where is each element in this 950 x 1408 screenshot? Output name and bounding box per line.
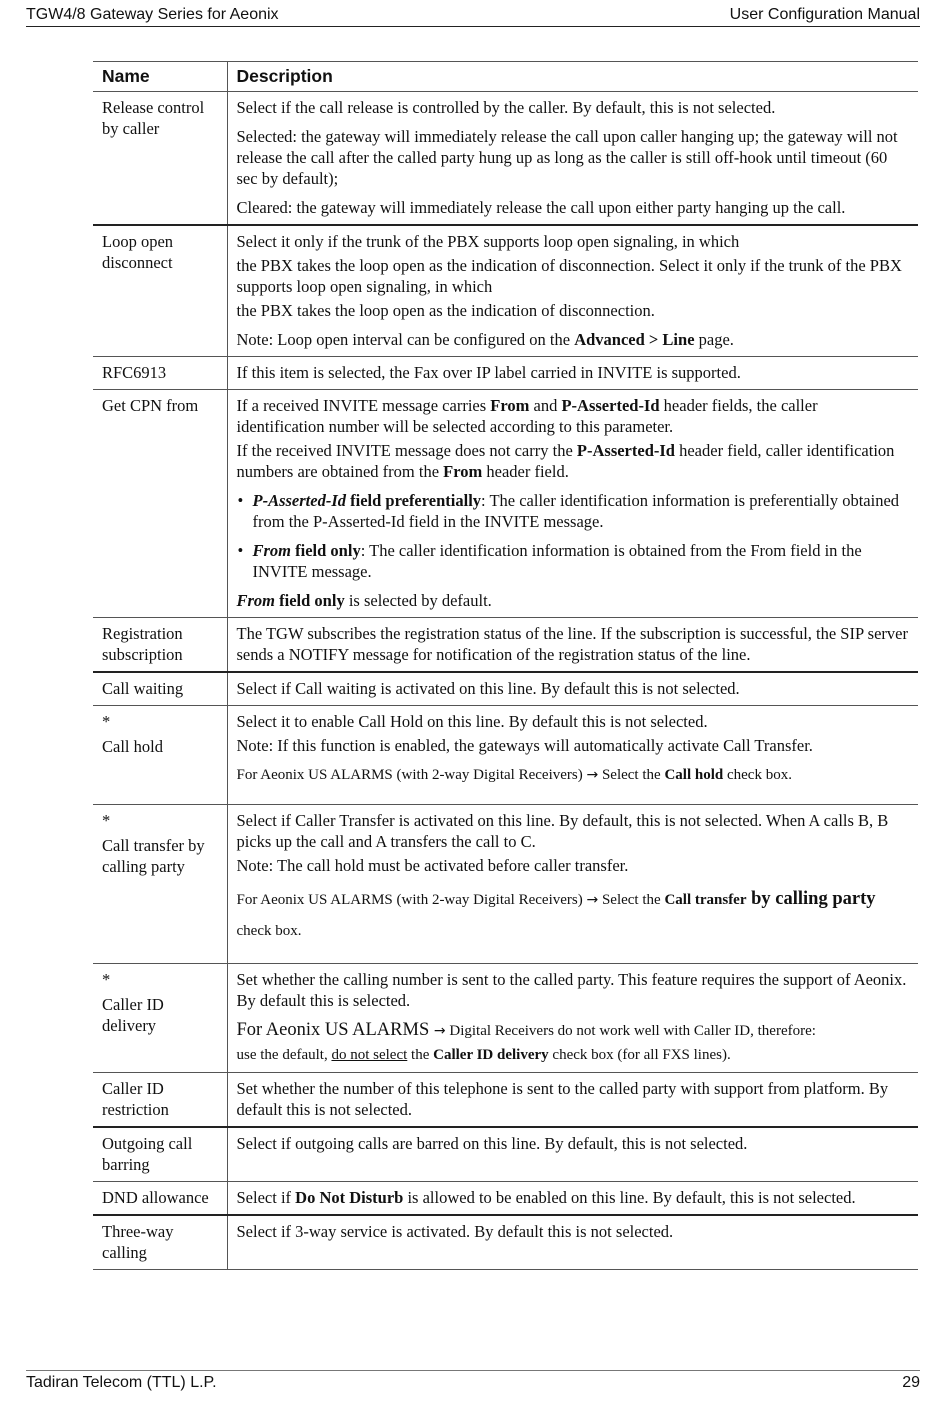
row-star: * [102, 811, 111, 830]
column-header-description: Description [227, 62, 918, 92]
footer-company: Tadiran Telecom (TTL) L.P. [26, 1374, 217, 1391]
parameter-table [93, 61, 918, 1270]
header-manual-title: User Configuration Manual [729, 6, 920, 23]
row-description: If this item is selected, the Fax over IP label carried in INVITE is supported. [227, 357, 918, 390]
arrow-right-icon: → [586, 767, 599, 783]
row-description: Select if 3-way service is activated. By default this is not selected. [227, 1215, 918, 1270]
row-name: Get CPN from [93, 390, 227, 618]
row-name: Registration subscription [93, 618, 227, 673]
table-row-call-waiting [93, 672, 918, 706]
row-name: * Call transfer by calling party [93, 805, 227, 964]
page-header [26, 6, 920, 27]
row-description: Select if Call waiting is activated on this line. By default this is not selected. [227, 672, 918, 706]
list-item: • From field only: The caller identification information is obtained from the From field in the INVITE message. [237, 541, 862, 581]
row-name: RFC6913 [93, 357, 227, 390]
page-footer [26, 1370, 920, 1392]
row-description: Select if outgoing calls are barred on this line. By default, this is not selected. [227, 1127, 918, 1182]
table-header-row [93, 62, 918, 92]
row-description: Set whether the calling number is sent to the called party. This feature requires the support of Aeonix. By default this is selected. For Aeonix US ALARMS → Digital Receivers do not work well with Caller ID, therefore: use the default, do not select the Caller ID delivery check box (for all FXS lines). [227, 964, 918, 1073]
row-description: Select it only if the trunk of the PBX supports loop open signaling, in which the PBX takes the loop open as the indication of disconnection. Select it only if the trunk of the PBX supports loop open signaling, in which the PBX takes the loop open as the indication of disconnection. Note: Loop open interval can be configured on the Advanced > Line page. [227, 225, 918, 357]
bullet-icon: • [237, 541, 244, 560]
column-header-name: Name [93, 62, 227, 92]
row-name: Outgoing call barring [93, 1127, 227, 1182]
row-description: Select if the call release is controlled by the caller. By default, this is not selected. Selected: the gateway will immediately release the call upon caller hanging up; the gateway will not release the call after the called party hung up as long as the caller is still off-hook until timeout (60 sec by default); Cleared: the gateway will immediately release the call upon either party hanging up the call. [227, 92, 918, 226]
row-name: * Caller ID delivery [93, 964, 227, 1073]
row-name: Loop open disconnect [93, 225, 227, 357]
header-doc-title: TGW4/8 Gateway Series for Aeonix [26, 6, 279, 23]
table-row-release-control [93, 92, 918, 226]
row-name: Release control by caller [93, 92, 227, 226]
table-row-call-transfer [93, 805, 918, 964]
row-description: Select if Caller Transfer is activated on this line. By default, this is not selected. When A calls B, B picks up the call and A transfers the call to C. Note: The call hold must be activated before caller transfer. For Aeonix US ALARMS (with 2-way Digital Receivers) → Select the Call transfer by calling party check box. [227, 805, 918, 964]
table-row-call-hold [93, 706, 918, 805]
table-row-caller-id-delivery [93, 964, 918, 1073]
row-star: * [102, 712, 111, 731]
table-row-get-cpn [93, 390, 918, 618]
row-description: Select it to enable Call Hold on this line. By default this is not selected. Note: If this function is enabled, the gateways will automatically activate Call Transfer. For Aeonix US ALARMS (with 2-way Digital Receivers) → Select the Call hold check box. [227, 706, 918, 805]
table-row-loop-open [93, 225, 918, 357]
table-row-rfc6913 [93, 357, 918, 390]
row-description: If a received INVITE message carries From and P-Asserted-Id header fields, the caller identification number will be selected according to this parameter. If the received INVITE message does not carry the P-Asserted-Id header field, caller identification numbers are obtained from the From header field. • P-Asserted-Id field preferentially: The caller identification information is preferentially obtained from the P-Asserted-Id field in the INVITE message. • From field only: The caller identification information is obtained from the From field in the INVITE message. From field only is selected by default. [227, 390, 918, 618]
table-row-outgoing-call-barring [93, 1127, 918, 1182]
page-number: 29 [902, 1374, 920, 1391]
row-description: Select if Do Not Disturb is allowed to be enabled on this line. By default, this is not selected. [227, 1182, 918, 1216]
row-name: Caller ID restriction [93, 1073, 227, 1128]
row-name: DND allowance [93, 1182, 227, 1216]
table-row-three-way-calling [93, 1215, 918, 1270]
arrow-right-icon: → [433, 1023, 446, 1039]
row-name: * Call hold [93, 706, 227, 805]
row-description: The TGW subscribes the registration status of the line. If the subscription is successful, the SIP server sends a NOTIFY message for notification of the registration status of the line. [227, 618, 918, 673]
row-name: Call waiting [93, 672, 227, 706]
arrow-right-icon: → [586, 892, 599, 908]
row-description: Set whether the number of this telephone is sent to the called party with support from platform. By default this is not selected. [227, 1073, 918, 1128]
bullet-icon: • [237, 491, 244, 510]
table-row-caller-id-restriction [93, 1073, 918, 1128]
list-item: • P-Asserted-Id field preferentially: The caller identification information is preferentially obtained from the P-Asserted-Id field in the INVITE message. [237, 491, 900, 531]
row-star: * [102, 970, 111, 989]
table-row-registration [93, 618, 918, 673]
table-row-dnd-allowance [93, 1182, 918, 1216]
row-name: Three-way calling [93, 1215, 227, 1270]
